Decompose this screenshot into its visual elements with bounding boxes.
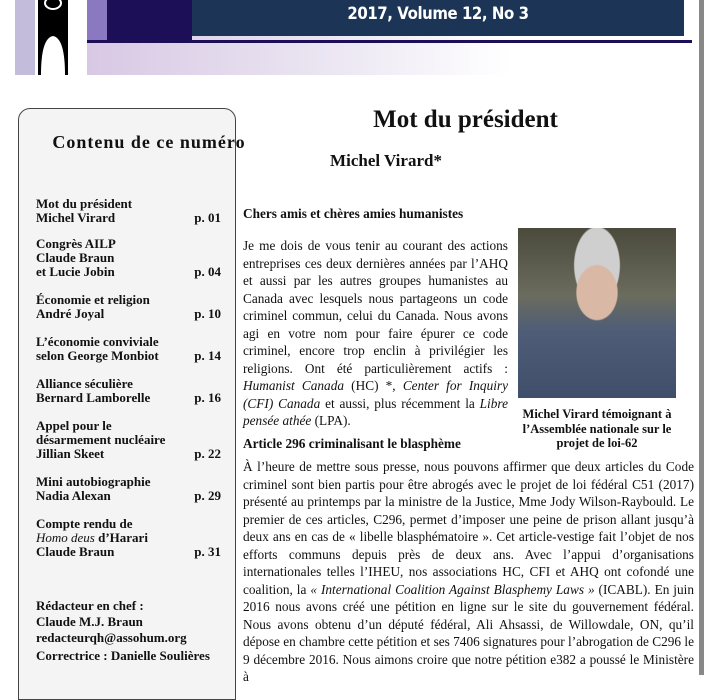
toc-item-line: Mot du président (36, 196, 133, 211)
banner-edge (87, 0, 107, 42)
toc-item[interactable] (36, 517, 221, 559)
banner-dark (107, 0, 192, 40)
toc-item[interactable] (36, 237, 221, 279)
issue-label: 2017, Volume 12, No 3 (347, 4, 529, 24)
toc-item-line: Congrès AILP (36, 236, 116, 251)
toc-item[interactable] (36, 419, 221, 461)
toc-page-number: p. 29 (194, 488, 221, 503)
toc-item[interactable] (36, 475, 221, 503)
paragraph-2: À l’heure de mettre sous presse, nous pouvons affirmer que deux articles du Code criminel sont bien partis pour être abrogés avec le projet de loi fédéral C51 (2017) présenté au printemps par la ministre de la Justice, Mme Jody Wilson-Raybould. Le premier de ces articles, C296, permet d’imposer une peine de prison allant jusqu’à deux ans en cas de « libelle blasphématoire ». Cet article-vestige fait l’objet de nos efforts communs depuis près de deux ans. Avec l’appui d’organisations internationales telles l’IHEU, nos associations HC, CFI et AHQ ont cofondé une coalition, la « International Coalition Against Blasphemy Laws » (ICABL). En juin 2016 nous avons créé une pétition en ligne sur le site du gouvernement fédéral. Nous avons obtenu d’un député fédéral, Ali Ahsassi, de Willowdale, ON, qu’il dépose en chambre cette pétition et ses 7406 signatures pour l’abrogation de C296 le 9 décembre 2016. Nous aimons croire que notre pétition e382 a poussé le Ministère à (243, 459, 694, 684)
article-title: Mot du président (373, 106, 558, 133)
toc-item-line: désarmement nucléaire (36, 432, 166, 447)
toc-item-line: Compte rendu de (36, 516, 133, 531)
toc-title-text: Contenu de ce numéro (52, 132, 246, 152)
toc-item[interactable] (36, 197, 221, 225)
salutation: Chers amis et chères amies humanistes (243, 206, 464, 221)
section-heading: Article 296 criminalisant le blasphème (243, 436, 461, 451)
toc-item-line: Appel pour le (36, 418, 112, 433)
toc-page-number: p. 10 (194, 306, 221, 321)
toc-page-number: p. 22 (194, 446, 221, 461)
toc-item-line: Bernard Lamborelle (36, 390, 151, 405)
toc-item-line: selon George Monbiot (36, 348, 159, 363)
toc-item-line: Mini autobiographie (36, 474, 151, 489)
toc-item-line: Claude Braun (36, 250, 115, 265)
paragraph-1: Je me dois de vous tenir au courant des actions entreprises ces deux dernières années par l’AHQ et aussi par les autres groupes humanistes au Canada avec lesquels nous partageons un code criminel commun, celui du Canada. Nous avons agi en votre nom pour faire épurer ce code criminel, encore trop enclin à privilégier les religions. Ont été particulièrement actifs : Humanist Canada (HC) *, Center for Inquiry (CFI) Canada et aussi, plus récemment la Libre pensée athée (LPA). (243, 238, 508, 428)
toc-item-line: Nadia Alexan (36, 488, 111, 503)
toc-item[interactable] (36, 377, 221, 405)
toc-page-number: p. 04 (194, 264, 221, 279)
toc-item-line: Claude Braun (36, 544, 115, 559)
toc-item-line: et Lucie Jobin (36, 264, 115, 279)
toc-page-number: p. 01 (194, 210, 221, 225)
toc-item-line: L’économie conviviale (36, 334, 159, 349)
toc-item[interactable] (36, 335, 221, 363)
toc-item-line: Homo deus d’Harari (36, 530, 148, 545)
editor-label: Rédacteur en chef : (36, 598, 144, 613)
toc-page-number: p. 31 (194, 544, 221, 559)
proofreader: Correctrice : Danielle Soulières (36, 648, 210, 663)
page-edge (699, 0, 704, 675)
toc-item-line: Jillian Skeet (36, 446, 105, 461)
toc-item-line: Alliance séculière (36, 376, 133, 391)
header-strip (15, 0, 35, 75)
toc-item-line: Michel Virard (36, 210, 116, 225)
editor-email[interactable]: redacteurqh@assohum.org (36, 630, 187, 645)
editor-info (36, 598, 221, 646)
article-author: Michel Virard* (330, 151, 442, 170)
toc-item-line: Économie et religion (36, 292, 150, 307)
toc-item[interactable] (36, 293, 221, 321)
toc-title (18, 134, 280, 151)
banner-rule (87, 40, 692, 43)
toc-page-number: p. 14 (194, 348, 221, 363)
editor-name: Claude M.J. Braun (36, 614, 143, 629)
photo-caption: Michel Virard témoignant à l’Assemblée nationale sur le projet de loi-62 (522, 407, 672, 450)
president-photo (518, 228, 676, 398)
humanist-logo (38, 0, 68, 75)
toc-item-line: André Joyal (36, 306, 105, 321)
toc-page-number: p. 16 (194, 390, 221, 405)
